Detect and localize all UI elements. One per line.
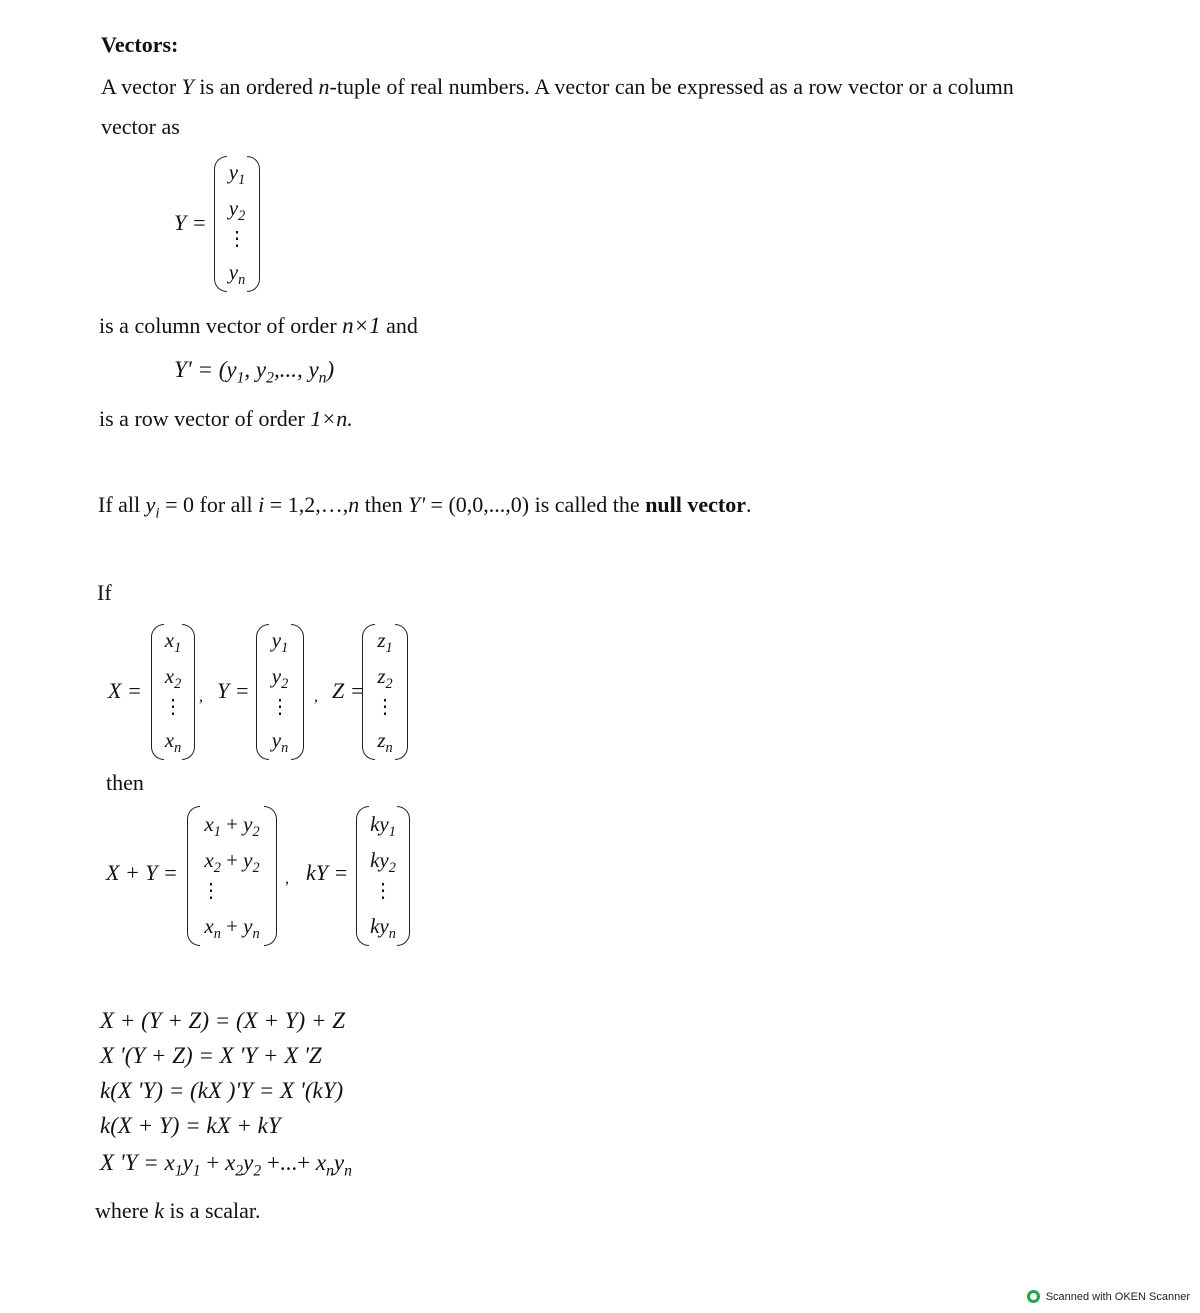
- where-text: where k is a scalar.: [95, 1198, 261, 1223]
- scalar-vector: $ky_1$ $ky_2$ ⋮ $ky_n$: [356, 806, 410, 946]
- intro-line-2: vector as: [101, 114, 180, 139]
- sum-vector: $x_1 + y_2$ $x_2 + y_2$ ⋮ $x_n + y_n$: [187, 806, 277, 946]
- if-label: If: [97, 580, 112, 605]
- vdots: ⋮: [227, 228, 247, 250]
- y-lhs: Y =: [217, 678, 250, 703]
- comma: ,: [199, 688, 203, 705]
- row-vector-text: is a row vector of order 1×n.: [99, 406, 353, 431]
- comma: ,: [285, 870, 289, 887]
- colvec-lhs: Y =: [174, 210, 207, 235]
- oken-logo-icon: [1027, 1290, 1040, 1303]
- x-lhs: X =: [108, 678, 142, 703]
- identity-associative: X + (Y + Z) = (X + Y) + Z: [100, 1008, 346, 1033]
- then-label: then: [106, 770, 144, 795]
- identity-scalar-sum: k(X + Y) = kX + kY: [100, 1113, 281, 1138]
- intro-line-1: A vector Y is an ordered n-tuple of real numbers. A vector can be expressed as a row vector or a column: [101, 74, 1014, 99]
- identity-distributive: X '(Y + Z) = X 'Y + X 'Z: [100, 1043, 322, 1068]
- identity-dot-product: X '$Y = x_1y_1 + x_2y_2$ +...+ $x_ny_n$: [100, 1150, 352, 1180]
- null-vector-text: If all $y_i = 0$ for all i = 1,2,…,n then Y' = (0,0,...,0) is called the null vector.: [98, 492, 752, 522]
- column-vector-y-2: $y_1$ $y_2$ ⋮ $y_n$: [256, 624, 304, 760]
- scalar-lhs: kY =: [306, 860, 349, 885]
- matrix-entry: $y_n$: [228, 260, 246, 289]
- scanner-watermark: [1027, 1290, 1190, 1303]
- comma: ,: [314, 688, 318, 705]
- section-heading: Vectors:: [101, 32, 179, 57]
- z-lhs: Z =: [332, 678, 365, 703]
- column-vector-y: [214, 156, 260, 292]
- sum-lhs: X + Y =: [106, 860, 178, 885]
- row-vector-equation: $Y' = (y_1$, $y_2$,..., $y_n$): [174, 357, 335, 387]
- matrix-entry: $y_1$: [228, 160, 246, 189]
- column-vector-text: is a column vector of order n×1 and: [99, 313, 418, 338]
- watermark-text: Scanned with OKEN Scanner: [1045, 1290, 1190, 1303]
- identity-scalar-product: k(X 'Y) = (kX )'Y = X '(kY): [100, 1078, 344, 1103]
- matrix-entry: $y_2$: [228, 196, 246, 225]
- column-vector-x: $x_1$ $x_2$ ⋮ $x_n$: [151, 624, 195, 760]
- column-vector-z: $z_1$ $z_2$ ⋮ $z_n$: [362, 624, 408, 760]
